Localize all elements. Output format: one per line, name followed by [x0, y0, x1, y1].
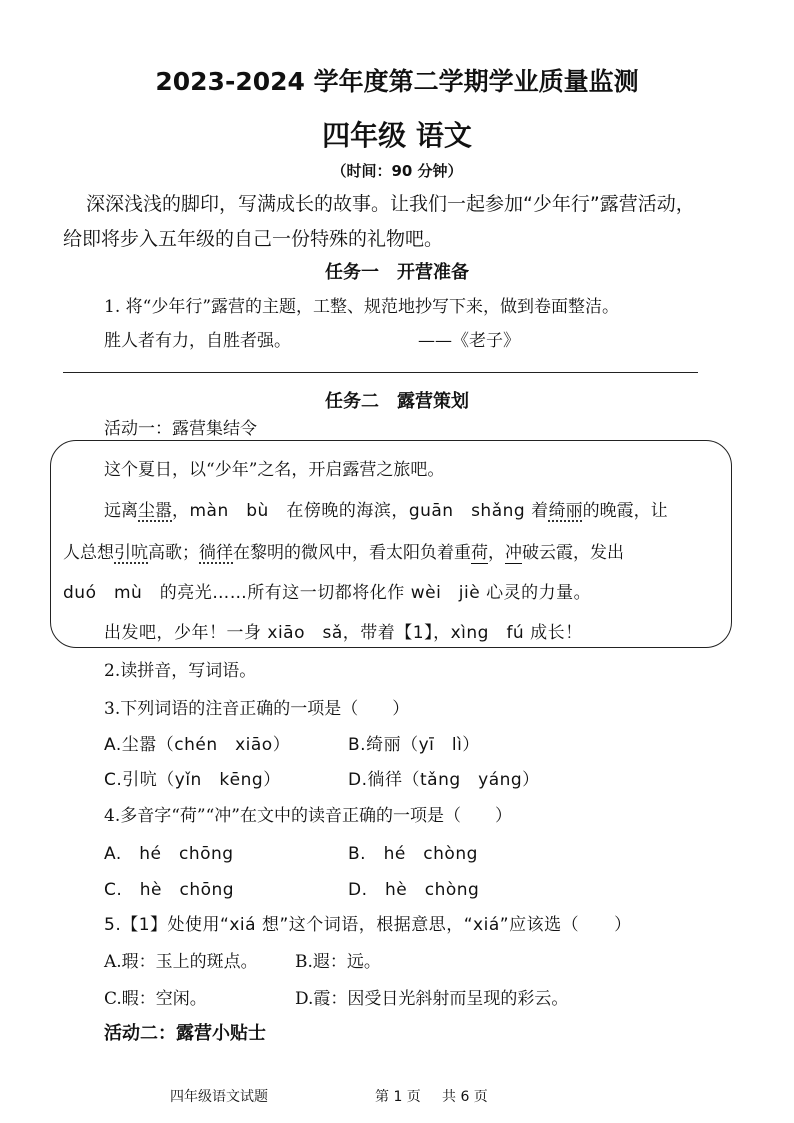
q5-option-a: A.瑕：玉上的斑点。 [104, 952, 258, 972]
q3-option-b: B.绮丽（yī lì） [348, 735, 480, 755]
q5-option-d: D.霞：因受日光斜射而呈现的彩云。 [295, 989, 569, 1009]
q4-option-b: B. hé chòng [348, 844, 478, 864]
passage-text: ， [488, 543, 505, 563]
q4-option-c: C. hè chōng [104, 880, 235, 900]
footer-subject: 四年级语文试题 [170, 1089, 268, 1105]
intro-line-2: 给即将步入五年级的自己一份特殊的礼物吧。 [63, 228, 444, 250]
q3-option-c: C.引吭（yǐn kēng） [104, 770, 281, 790]
passage-text: ，màn bù 在傍晚的海滨，guān shǎng 着 [172, 501, 549, 521]
word-qili: 绮丽 [548, 501, 583, 521]
question-3: 3.下列词语的注音正确的一项是（ ） [104, 699, 410, 719]
question-1: 1. 将“少年行”露营的主题，工整、规范地抄写下来，做到卷面整洁。 [104, 297, 620, 317]
footer-total-pages: 共 6 页 [442, 1089, 488, 1105]
q5-option-c: C.暇：空闲。 [104, 989, 207, 1009]
activity1-heading: 活动一：露营集结令 [104, 419, 257, 439]
question-4: 4.多音字“荷”“冲”在文中的读音正确的一项是（ ） [104, 806, 512, 826]
passage-text: 的晚霞，让 [582, 501, 668, 521]
passage-line-2 [104, 496, 668, 521]
question-2: 2.读拼音，写词语。 [104, 661, 257, 681]
passage-text: 高歌； [148, 543, 199, 563]
q3-option-a: A.尘嚣（chén xiāo） [104, 735, 291, 755]
quote-text: 胜人者有力，自胜者强。 [104, 331, 291, 351]
passage-line-3 [63, 538, 624, 563]
word-changyang: 徜徉 [199, 543, 233, 563]
passage-text: 远离 [104, 501, 138, 521]
task1-heading: 任务一 开营准备 [325, 262, 469, 283]
q4-option-d: D. hè chòng [348, 880, 480, 900]
passage-text: 在黎明的微风中，看太阳负着重 [233, 543, 471, 563]
exam-subject: 四年级 语文 [322, 119, 472, 152]
word-he: 荷 [471, 543, 488, 563]
task2-heading: 任务二 露营策划 [325, 391, 469, 412]
passage-text: 破云霞，发出 [522, 543, 624, 563]
word-chenxiao: 尘嚣 [138, 501, 172, 521]
quote-source: ——《老子》 [418, 331, 520, 351]
answer-line [63, 372, 698, 373]
intro-line-1: 深深浅浅的脚印，写满成长的故事。让我们一起参加“少年行”露营活动， [86, 193, 695, 215]
exam-title: 2023-2024 学年度第二学期学业质量监测 [155, 67, 639, 96]
passage-line-1: 这个夏日，以“少年”之名，开启露营之旅吧。 [104, 460, 445, 480]
footer-page-number: 第 1 页 [375, 1089, 421, 1105]
word-chong: 冲 [505, 543, 522, 563]
activity2-heading: 活动二：露营小贴士 [104, 1023, 266, 1044]
q4-option-a: A. hé chōng [104, 844, 234, 864]
question-5: 5.【1】处使用“xiá 想”这个词语，根据意思，“xiá”应该选（ ） [104, 915, 632, 935]
q3-option-d: D.徜徉（tǎng yáng） [348, 770, 540, 790]
passage-line-5: 出发吧，少年！一身 xiāo sǎ，带着【1】，xìng fú 成长！ [104, 623, 583, 643]
q5-option-b: B.遐：远。 [295, 952, 381, 972]
word-yinhang: 引吭 [114, 543, 148, 563]
passage-line-4: duó mù 的亮光……所有这一切都将化作 wèi jiè 心灵的力量。 [63, 583, 592, 603]
exam-time: （时间：90 分钟） [331, 162, 463, 180]
passage-text: 人总想 [63, 543, 114, 563]
